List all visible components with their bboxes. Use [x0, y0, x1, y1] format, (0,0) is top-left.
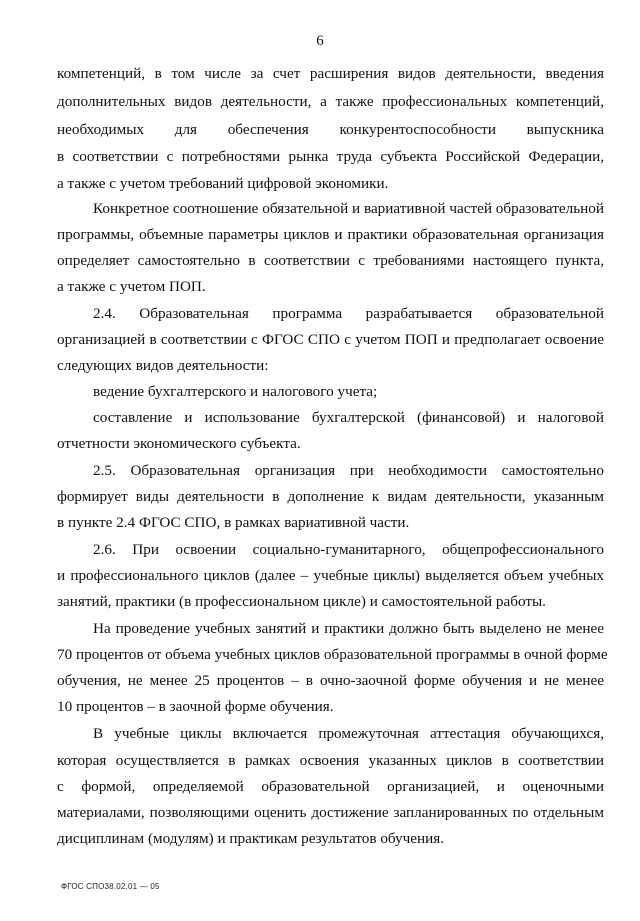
text-line: отчетности экономического субъекта. [57, 435, 301, 452]
text-line: материалами, позволяющими оценить достижение запланированных по отдельным [57, 804, 604, 821]
text-line: 2.4. Образовательная программа разрабатывается образовательной [93, 305, 604, 322]
text-line: 2.5. Образовательная организация при необходимости самостоятельно [93, 462, 604, 479]
text-line: дисциплинам (модулям) и практикам результатов обучения. [57, 830, 445, 847]
text-line: определяет самостоятельно в соответствии с требованиями настоящего пункта, [57, 252, 604, 269]
text-line: компетенций, в том числе за счет расширения видов деятельности, введения [57, 65, 604, 82]
text-line: обучения, не менее 25 процентов – в очно-заочной форме обучения и не менее [57, 672, 604, 689]
text-line: в соответствии с потребностями рынка труда субъекта Российской Федерации, [57, 148, 604, 165]
text-line: и профессионального циклов (далее – учебные циклы) выделяется объем учебных [57, 567, 604, 584]
text-line: организацией в соответствии с ФГОС СПО с учетом ПОП и предполагает освоение [57, 331, 604, 348]
text-line: 2.6. При освоении социально-гуманитарного, общепрофессионального [93, 541, 604, 558]
text-line: программы, объемные параметры циклов и практики образовательная организация [57, 226, 604, 243]
text-line: ведение бухгалтерского и налогового учета; [93, 383, 378, 400]
page-number: 6 [316, 33, 324, 49]
text-line: составление и использование бухгалтерской (финансовой) и налоговой [93, 409, 604, 426]
text-line: которая осуществляется в рамках освоения указанных циклов в соответствии [57, 752, 604, 769]
text-line: Конкретное соотношение обязательной и вариативной частей образовательной [93, 200, 604, 217]
text-line: в пункте 2.4 ФГОС СПО, в рамках вариативной части. [57, 514, 410, 531]
text-line: с формой, определяемой образовательной организацией, и оценочными [57, 778, 604, 795]
text-line: занятий, практики (в профессиональном цикле) и самостоятельной работы. [57, 593, 546, 610]
text-line: а также с учетом требований цифровой экономики. [57, 175, 389, 192]
text-line: следующих видов деятельности: [57, 357, 269, 374]
text-line: дополнительных видов деятельности, а также профессиональных компетенций, [57, 93, 604, 110]
text-line: На проведение учебных занятий и практики должно быть выделено не менее [93, 620, 604, 637]
text-line: а также с учетом ПОП. [57, 278, 206, 295]
text-line: В учебные циклы включается промежуточная аттестация обучающихся, [93, 725, 604, 742]
text-line: 10 процентов – в заочной форме обучения. [57, 698, 334, 715]
text-line: формирует виды деятельности в дополнение к видам деятельности, указанным [57, 488, 604, 505]
document-footer: ФГОС СПО38.02.01 — 05 [61, 882, 160, 891]
text-line: 70 процентов от объема учебных циклов образовательной программы в очной форме [57, 646, 608, 663]
text-line: необходимых для обеспечения конкурентоспособности выпускника [57, 121, 604, 138]
